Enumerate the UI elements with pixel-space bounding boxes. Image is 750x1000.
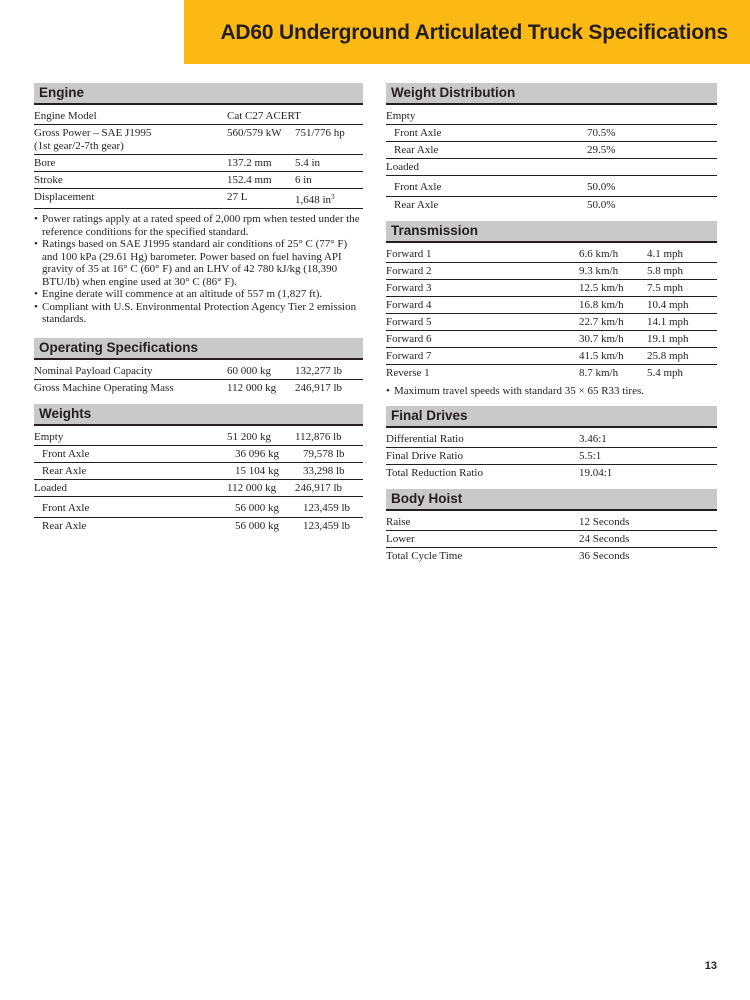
table-row — [34, 172, 363, 189]
row-label: Loaded — [34, 481, 67, 494]
operating-section — [34, 338, 363, 396]
weights-heading: Weights — [34, 404, 363, 426]
row-value: 3.46:1 — [579, 432, 607, 445]
row-label: Forward 5 — [386, 316, 432, 328]
table-row — [386, 263, 717, 280]
row-value-metric: 152.4 mm — [227, 174, 272, 186]
page-title: AD60 Underground Articulated Truck Specifications — [220, 21, 728, 44]
row-label: Front Axle — [394, 127, 442, 139]
table-row — [386, 297, 717, 314]
row-value-metric: 51 200 kg — [227, 430, 271, 443]
table-row — [386, 331, 717, 348]
row-value-metric: 56 000 kg — [235, 501, 279, 514]
table-row — [386, 548, 717, 564]
row-value-imperial: 5.4 mph — [647, 367, 684, 379]
left-column — [34, 83, 363, 542]
table-row — [386, 280, 717, 297]
row-label: Lower — [386, 532, 415, 545]
row-value-imperial: 10.4 mph — [647, 299, 689, 311]
note-item: • Maximum travel speeds with standard 35 × 65 R33 tires. — [386, 385, 717, 398]
row-value-imperial: 6 in — [295, 174, 312, 186]
row-value: 24 Seconds — [579, 532, 630, 545]
title-banner — [184, 0, 750, 64]
row-value-imperial: 751/776 hp — [295, 127, 345, 139]
weight-distribution-heading: Weight Distribution — [386, 83, 717, 105]
row-value-imperial: 4.1 mph — [647, 248, 684, 260]
row-label: Total Reduction Ratio — [386, 466, 483, 479]
row-label: Raise — [386, 515, 411, 528]
transmission-section — [386, 221, 717, 398]
row-value-imperial: 246,917 lb — [295, 481, 343, 494]
row-value: 50.0% — [587, 199, 616, 211]
row-value-metric: 112 000 kg — [227, 481, 277, 494]
row-value-metric: 60 000 kg — [227, 364, 271, 377]
row-label: Forward 7 — [386, 350, 432, 362]
table-row — [34, 446, 363, 463]
row-value: 29.5% — [587, 144, 616, 156]
engine-heading: Engine — [34, 83, 363, 105]
row-label: Forward 2 — [386, 265, 432, 277]
table-row — [386, 348, 717, 365]
row-label: Final Drive Ratio — [386, 449, 463, 462]
final-drives-section — [386, 406, 717, 481]
row-value-metric: 560/579 kW — [227, 127, 282, 139]
transmission-notes — [386, 385, 717, 398]
row-value-imperial: 25.8 mph — [647, 350, 689, 362]
row-value-imperial: 79,578 lb — [303, 447, 345, 460]
row-label: Empty — [34, 430, 64, 443]
table-row — [386, 531, 717, 548]
final-drives-heading: Final Drives — [386, 406, 717, 428]
row-label: Front Axle — [42, 447, 90, 460]
row-value-metric: 6.6 km/h — [579, 248, 619, 260]
row-value-imperial: 112,876 lb — [295, 430, 342, 443]
row-value: 36 Seconds — [579, 549, 630, 562]
row-label: Gross Machine Operating Mass — [34, 381, 174, 394]
table-row — [34, 108, 363, 125]
value-text: 1,648 in — [295, 194, 332, 206]
row-value-imperial: 246,917 lb — [295, 381, 343, 394]
table-row — [386, 314, 717, 331]
row-value: 5.5:1 — [579, 449, 602, 462]
row-label: Empty — [386, 110, 416, 122]
row-value-metric: 12.5 km/h — [579, 282, 624, 294]
note-item: • Power ratings apply at a rated speed of 2,000 rpm when tested under the reference conditions for the specified standard. — [34, 213, 363, 238]
page-number: 13 — [704, 960, 717, 972]
row-value-metric: 9.3 km/h — [579, 265, 619, 277]
table-row — [386, 431, 717, 448]
row-label: Nominal Payload Capacity — [34, 364, 153, 377]
body-hoist-section — [386, 489, 717, 564]
row-value-metric: 36 096 kg — [235, 447, 279, 460]
table-row — [386, 448, 717, 465]
row-label: Stroke — [34, 174, 63, 186]
row-value: 70.5% — [587, 127, 616, 139]
row-value: 19.04:1 — [579, 466, 613, 479]
row-value-imperial: 19.1 mph — [647, 333, 689, 345]
operating-heading: Operating Specifications — [34, 338, 363, 360]
row-label: Rear Axle — [394, 144, 439, 156]
table-row — [386, 125, 717, 142]
table-row — [34, 480, 363, 497]
row-value: 50.0% — [587, 181, 616, 193]
row-value-metric: 30.7 km/h — [579, 333, 624, 345]
row-label: Loaded — [386, 161, 419, 173]
row-label-line: (1st gear/2-7th gear) — [34, 140, 124, 152]
row-label: Displacement — [34, 191, 95, 203]
row-label-line: Gross Power – SAE J1995 — [34, 127, 152, 139]
weights-section — [34, 404, 363, 534]
table-row — [34, 155, 363, 172]
body-hoist-heading: Body Hoist — [386, 489, 717, 511]
row-label: Front Axle — [394, 181, 442, 193]
row-label: Reverse 1 — [386, 367, 430, 379]
row-value-imperial — [295, 191, 363, 207]
table-row — [386, 365, 717, 381]
table-row — [386, 246, 717, 263]
row-value-imperial: 33,298 lb — [303, 464, 345, 477]
transmission-heading: Transmission — [386, 221, 717, 243]
weight-distribution-section — [386, 83, 717, 213]
note-item: • Ratings based on SAE J1995 standard air conditions of 25° C (77° F) and 100 kPa (29.61 Hg) barometer. Power based on fuel having API gravity of 35 at 16° C (60° F) and an LHV of 42 780 kJ/kg (18,390 BTU/lb) when engine used at 30° C (86° F). — [34, 238, 363, 288]
row-label: Forward 3 — [386, 282, 432, 294]
row-value-imperial: 132,277 lb — [295, 364, 343, 377]
row-label: Forward 1 — [386, 248, 432, 260]
row-label: Rear Axle — [394, 199, 439, 211]
row-label: Rear Axle — [42, 519, 87, 532]
row-value-imperial: 5.8 mph — [647, 265, 684, 277]
table-row — [34, 518, 363, 534]
row-value-metric: 41.5 km/h — [579, 350, 624, 362]
row-value-imperial: 123,459 lb — [303, 501, 351, 514]
table-row — [386, 176, 717, 197]
row-value: Cat C27 ACERT — [227, 110, 301, 122]
row-value-metric: 56 000 kg — [235, 519, 279, 532]
row-value-metric: 137.2 mm — [227, 157, 272, 169]
row-label: Forward 4 — [386, 299, 432, 311]
engine-section — [34, 83, 363, 326]
row-label: Front Axle — [42, 501, 90, 514]
row-value-metric: 16.8 km/h — [579, 299, 624, 311]
right-column — [386, 83, 717, 572]
table-row — [34, 429, 363, 446]
table-row — [34, 189, 363, 209]
row-value-metric: 27 L — [227, 191, 248, 203]
row-label: Forward 6 — [386, 333, 432, 345]
table-row — [34, 463, 363, 480]
table-row — [386, 159, 717, 176]
row-label: Bore — [34, 157, 56, 169]
row-label: Engine Model — [34, 110, 97, 122]
row-value-imperial: 7.5 mph — [647, 282, 684, 294]
row-value-metric: 8.7 km/h — [579, 367, 619, 379]
table-row — [34, 497, 363, 518]
table-row — [386, 108, 717, 125]
row-value-imperial: 14.1 mph — [647, 316, 689, 328]
row-value-metric: 22.7 km/h — [579, 316, 624, 328]
table-row — [386, 514, 717, 531]
superscript: 3 — [331, 193, 335, 201]
table-row — [34, 125, 363, 155]
row-value-metric: 15 104 kg — [235, 464, 279, 477]
note-item: • Engine derate will commence at an altitude of 557 m (1,827 ft). — [34, 288, 363, 301]
row-value-metric: 112 000 kg — [227, 381, 277, 394]
note-item: • Compliant with U.S. Environmental Protection Agency Tier 2 emission standards. — [34, 301, 363, 326]
table-row — [386, 197, 717, 213]
row-value: 12 Seconds — [579, 515, 630, 528]
table-row — [34, 363, 363, 380]
table-row — [386, 142, 717, 159]
row-label: Rear Axle — [42, 464, 87, 477]
table-row — [34, 380, 363, 396]
row-value-imperial: 123,459 lb — [303, 519, 351, 532]
row-label: Total Cycle Time — [386, 549, 463, 562]
row-label — [34, 127, 227, 153]
engine-notes — [34, 213, 363, 326]
row-label: Differential Ratio — [386, 432, 464, 445]
row-value-imperial: 5.4 in — [295, 157, 321, 169]
table-row — [386, 465, 717, 481]
